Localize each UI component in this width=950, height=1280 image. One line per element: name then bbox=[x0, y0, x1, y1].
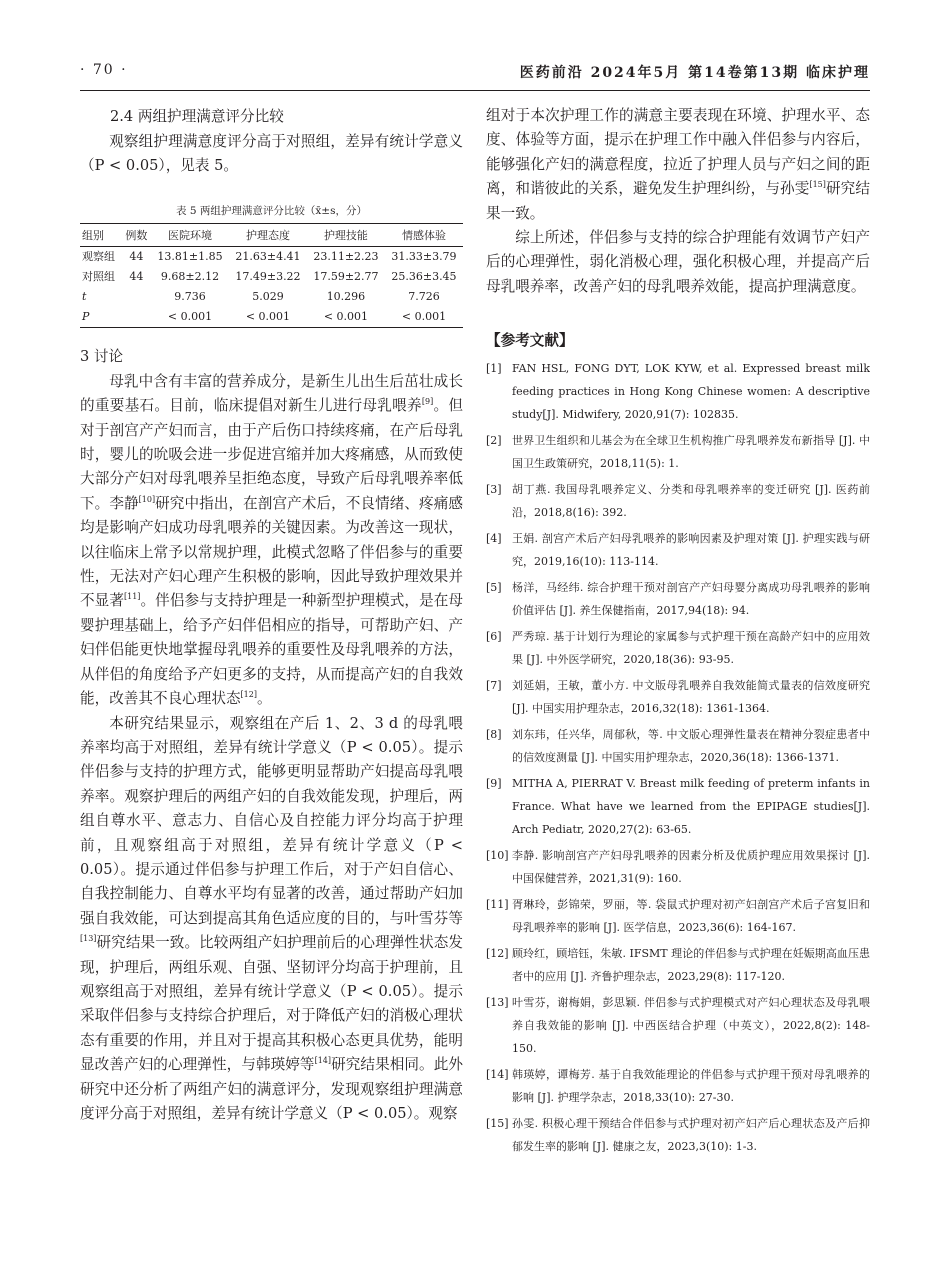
reference-item bbox=[486, 429, 870, 475]
reference-number: [8] bbox=[486, 728, 502, 742]
table-cell: 对照组 bbox=[82, 269, 115, 283]
table-header-cell: 医院环境 bbox=[151, 223, 229, 246]
reference-number: [13] bbox=[486, 996, 509, 1010]
reference-item bbox=[486, 772, 870, 841]
reference-item bbox=[486, 991, 870, 1060]
table-cell: 17.59±2.77 bbox=[313, 269, 379, 283]
table-cell bbox=[122, 287, 151, 307]
table-cell: < 0.001 bbox=[385, 307, 463, 328]
citation: [14] bbox=[314, 1056, 332, 1066]
header-rule bbox=[80, 90, 870, 91]
table-cell: P bbox=[80, 307, 122, 328]
conclusion-paragraph: 综上所述，伴侣参与支持的综合护理能有效调节产妇产后的心理弹性，弱化消极心理，强化积极心理，并提高产后母乳喂养率，改善产妇的母乳喂养效能，提高护理满意度。 bbox=[486, 229, 870, 295]
text-run: 研究中指出，在剖宫产术后，不良情绪、疼痛感均是影响产妇成功母乳喂养的关键因素。为改善这一现状，以往临床上常予以常规护理，此模式忽略了伴侣参与的重要性，无法对产妇心理产生积极的影响，因此导致护理效果并不显著 bbox=[80, 494, 463, 610]
citation: [15] bbox=[809, 180, 826, 190]
reference-text: 严秀琼. 基于计划行为理论的家属参与式护理干预在高龄产妇中的应用效果 [J]. 中外医学研究，2020,18(36): 93-95. bbox=[512, 630, 870, 667]
reference-number: [14] bbox=[486, 1068, 509, 1082]
table-header-row bbox=[80, 223, 463, 246]
reference-text: 李静. 影响剖宫产产妇母乳喂养的因素分析及优质护理应用效果探讨 [J]. 中国保健营养，2021,31(9): 160. bbox=[512, 849, 870, 886]
table-row bbox=[80, 307, 463, 328]
section-2-4-paragraph: 观察组护理满意度评分高于对照组，差异有统计学意义（P < 0.05），见表 5。 bbox=[80, 133, 463, 175]
table-header-cell: 组别 bbox=[80, 223, 122, 246]
reference-item bbox=[486, 674, 870, 720]
reference-number: [10] bbox=[486, 849, 509, 863]
reference-text: 刘东玮，任兴华，周郁秋，等. 中文版心理弹性量表在精神分裂症患者中的信效度测量 [J]. 中国实用护理杂志，2020,36(18): 1366-1371. bbox=[512, 728, 870, 765]
reference-text: 刘延娟，王敏，董小方. 中文版母乳喂养自我效能简式量表的信效度研究 [J]. 中国实用护理杂志，2016,32(18): 1361-1364. bbox=[512, 679, 870, 716]
reference-item bbox=[486, 942, 870, 988]
table-cell: 21.63±4.41 bbox=[235, 249, 301, 263]
discussion-paragraph-1 bbox=[80, 370, 463, 712]
citation: [12] bbox=[240, 690, 257, 700]
text-run: 研究结果一致。比较两组产妇护理前后的心理弹性状态发现，护理后，两组乐观、自强、坚韧评分均高于护理前，且观察组高于对照组，差异有统计学意义（P < 0.05）。提示采取伴侣参与支持综合护理后，对于降低产妇的消极心理状态有重要的作用，并且对于提高其积极心态更具优势，能明显改善产妇的心理弹性，与韩瑛婷等 bbox=[80, 934, 463, 1074]
table-cell: 10.296 bbox=[326, 289, 366, 303]
reference-item bbox=[486, 527, 870, 573]
table-cell: < 0.001 bbox=[151, 307, 229, 328]
table-header-cell: 护理态度 bbox=[229, 223, 307, 246]
page-number: · 70 · bbox=[80, 62, 128, 78]
table-header-cell: 情感体验 bbox=[385, 223, 463, 246]
reference-number: [15] bbox=[486, 1117, 509, 1131]
reference-item bbox=[486, 357, 870, 426]
text-run: 研究结果相同。此外研究中还分析了两组产妇的满意评分，发现观察组护理满意度评分高于对照组，差异有统计学意义（P < 0.05）。观察 bbox=[80, 1056, 463, 1122]
table-cell: 9.68±2.12 bbox=[160, 269, 220, 283]
reference-item bbox=[486, 723, 870, 769]
table-cell: 44 bbox=[129, 249, 144, 263]
table-cell: t bbox=[82, 289, 87, 303]
citation: [13] bbox=[80, 934, 97, 944]
reference-number: [7] bbox=[486, 679, 502, 693]
text-run: 母乳中含有丰富的营养成分，是新生儿出生后茁壮成长的重要基石。目前，临床提倡对新生儿进行母乳喂养 bbox=[80, 372, 463, 415]
table-cell: 观察组 bbox=[82, 249, 115, 263]
table-row bbox=[80, 287, 463, 307]
reference-number: [3] bbox=[486, 483, 502, 497]
citation: [11] bbox=[124, 592, 141, 602]
reference-item bbox=[486, 576, 870, 622]
table-5-caption: 表 5 两组护理满意评分比较（x̄±s，分） bbox=[176, 204, 367, 217]
reference-item bbox=[486, 1063, 870, 1109]
table-cell: < 0.001 bbox=[307, 307, 385, 328]
reference-item bbox=[486, 1112, 870, 1158]
table-row bbox=[80, 246, 463, 267]
page-header bbox=[80, 62, 870, 86]
reference-text: 韩瑛婷，谭梅芳. 基于自我效能理论的伴侣参与式护理干预对母乳喂养的影响 [J]. 护理学杂志，2018,33(10): 27-30. bbox=[512, 1068, 870, 1105]
table-cell: 5.029 bbox=[252, 289, 284, 303]
table-header-cell: 护理技能 bbox=[307, 223, 385, 246]
reference-text: 杨洋，马经纬. 综合护理干预对剖宫产产妇母婴分离成功母乳喂养的影响价值评估 [J]. 养生保健指南，2017,94(18): 94. bbox=[512, 581, 870, 618]
reference-item bbox=[486, 478, 870, 524]
reference-item bbox=[486, 844, 870, 890]
reference-list bbox=[486, 357, 870, 1158]
table-5 bbox=[80, 223, 463, 328]
left-column bbox=[80, 104, 463, 1126]
section-2-4-title: 2.4 两组护理满意评分比较 bbox=[110, 108, 284, 125]
citation: [10] bbox=[138, 494, 156, 504]
journal-title: 医药前沿 2024年5月 第14卷第13期 临床护理 bbox=[519, 65, 870, 81]
text-run: 。但对于剖宫产产妇而言，由于产后伤口持续疼痛，在产后母乳时，婴儿的吮吸会进一步促进宫缩并加大疼痛感，从而致使大部分产妇对母乳喂养呈拒绝态度，导致产后母乳喂养率低下。李静 bbox=[80, 397, 463, 512]
table-cell: 17.49±3.22 bbox=[235, 269, 301, 283]
table-cell bbox=[122, 307, 151, 328]
reference-text: 胥琳玲，彭锦荣，罗丽，等. 袋鼠式护理对初产妇剖宫产术后子宫复旧和母乳喂养率的影响 [J]. 医学信息，2023,36(6): 164-167. bbox=[512, 898, 870, 935]
table-cell: < 0.001 bbox=[229, 307, 307, 328]
table-row bbox=[80, 267, 463, 287]
table-cell: 13.81±1.85 bbox=[157, 249, 223, 263]
reference-number: [11] bbox=[486, 898, 509, 912]
reference-text: FAN HSL, FONG DYT, LOK KYW, et al. Expressed breast milk feeding practices in Hong Kong Chinese women: A descriptive study[J]. Midwifery, 2020,91(7): 102835. bbox=[512, 362, 870, 422]
reference-item bbox=[486, 625, 870, 671]
reference-text: 孙雯. 积极心理干预结合伴侣参与式护理对初产妇产后心理状态及产后抑郁发生率的影响 [J]. 健康之友，2023,3(10): 1-3. bbox=[512, 1117, 870, 1154]
reference-number: [1] bbox=[486, 362, 502, 376]
reference-text: 王娟. 剖宫产术后产妇母乳喂养的影响因素及护理对策 [J]. 护理实践与研究，2019,16(10): 113-114. bbox=[512, 532, 870, 569]
reference-item bbox=[486, 893, 870, 939]
reference-number: [5] bbox=[486, 581, 502, 595]
citation: [9] bbox=[421, 397, 434, 407]
table-cell: 9.736 bbox=[174, 289, 206, 303]
table-cell: 44 bbox=[129, 269, 144, 283]
reference-number: [2] bbox=[486, 434, 502, 448]
text-run: 。 bbox=[256, 690, 272, 708]
discussion-paragraph-2 bbox=[80, 712, 463, 1127]
reference-number: [9] bbox=[486, 777, 502, 791]
reference-number: [4] bbox=[486, 532, 502, 546]
references-title: 【参考文献】 bbox=[486, 332, 574, 350]
text-run: 研究结果一致。 bbox=[486, 180, 870, 222]
text-run: 组对于本次护理工作的满意主要表现在环境、护理水平、态度、体验等方面，提示在护理工作中融入伴侣参与内容后，能够强化产妇的满意程度，拉近了护理人员与产妇之间的距离，和谐彼此的关系，避免发生护理纠纷，与孙雯 bbox=[486, 107, 870, 198]
table-cell: 31.33±3.79 bbox=[391, 249, 457, 263]
right-column bbox=[486, 104, 870, 1161]
reference-number: [12] bbox=[486, 947, 509, 961]
table-cell: 7.726 bbox=[408, 289, 440, 303]
reference-number: [6] bbox=[486, 630, 502, 644]
text-run: 本研究结果显示，观察组在产后 1、2、3 d 的母乳喂养率均高于对照组，差异有统计学意义（P < 0.05）。提示伴侣参与支持的护理方式，能够更明显帮助产妇提高母乳喂养率。观察护理后的两组产妇的自我效能发现，护理后，两组自尊水平、意志力、自信心及自控能力评分均高于护理前，且观察组高于对照组，差异有统计学意义（P < 0.05）。提示通过伴侣参与护理工作后，对于产妇自信心、自我控制能力、自尊水平均有显著的改善，通过帮助产妇加强自我效能，可达到提高其角色适应度的目的，与叶雪芬等 bbox=[80, 714, 463, 927]
reference-text: 叶雪芬，谢梅娟，彭思颖. 伴侣参与式护理模式对产妇心理状态及母乳喂养自我效能的影响 [J]. 中西医结合护理（中英文），2022,8(2): 148-150. bbox=[512, 996, 870, 1056]
discussion-paragraph-3 bbox=[486, 104, 870, 226]
section-3-title: 3 讨论 bbox=[80, 347, 124, 365]
reference-text: 胡丁燕. 我国母乳喂养定义、分类和母乳喂养率的变迁研究 [J]. 医药前沿，2018,8(16): 392. bbox=[512, 483, 870, 520]
reference-text: MITHA A, PIERRAT V. Breast milk feeding of preterm infants in France. What have we learned from the EPIPAGE studies[J]. Arch Pediatr, 2020,27(2): 63-65. bbox=[512, 777, 870, 837]
table-header-cell: 例数 bbox=[122, 223, 151, 246]
text-run: 。伴侣参与支持护理是一种新型护理模式，是在母婴护理基础上，给予产妇伴侣相应的指导，可帮助产妇、产妇伴侣能更快地掌握母乳喂养的重要性及母乳喂养的方法，从伴侣的角度给予产妇更多的支持，从而提高产妇的自我效能，改善其不良心理状态 bbox=[80, 592, 463, 708]
reference-text: 世界卫生组织和儿基会为在全球卫生机构推广母乳喂养发布新指导 [J]. 中国卫生政策研究，2018,11(5): 1. bbox=[512, 434, 870, 471]
table-cell: 25.36±3.45 bbox=[391, 269, 457, 283]
reference-text: 顾玲红，顾培钰，朱敏. IFSMT 理论的伴侣参与式护理在妊娠期高血压患者中的应用 [J]. 齐鲁护理杂志，2023,29(8): 117-120. bbox=[512, 947, 870, 984]
table-cell: 23.11±2.23 bbox=[313, 249, 379, 263]
